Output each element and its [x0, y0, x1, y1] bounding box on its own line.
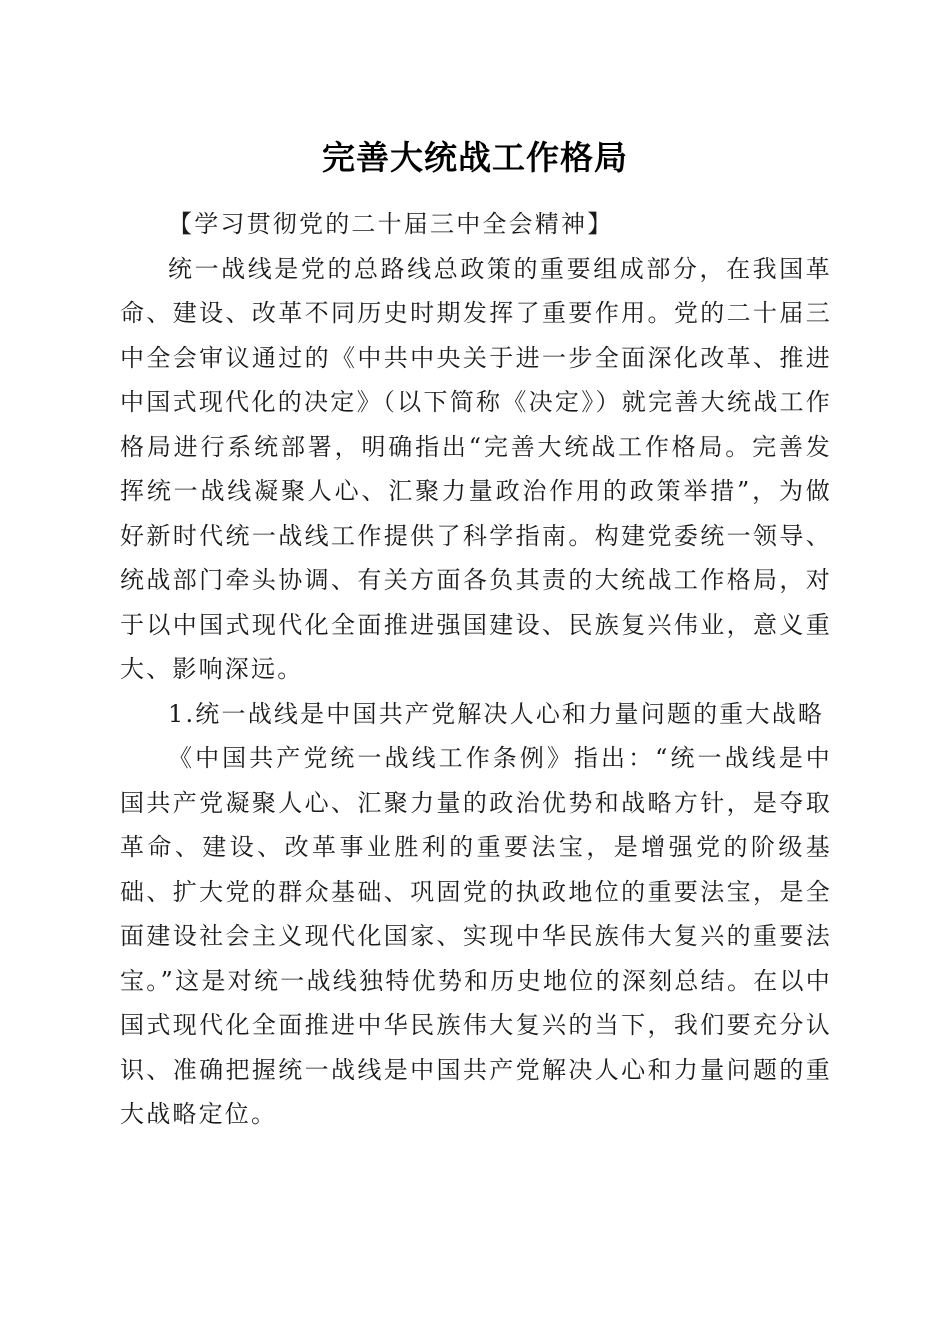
body-paragraph: 《中国共产党统一战线工作条例》指出：“统一战线是中国共产党凝聚人心、汇聚力量的政治优势和战略方针，是夺取革命、建设、改革事业胜利的重要法宝，是增强党的阶级基础、扩大党的群众基础、巩固党的执政地位的重要法宝，是全面建设社会主义现代化国家、实现中华民族伟大复兴的重要法宝。”这是对统一战线独特优势和历史地位的深刻总结。在以中国式现代化全面推进中华民族伟大复兴的当下，我们要充分认识、准确把握统一战线是中国共产党解决人心和力量问题的重大战略定位。: [120, 744, 832, 1128]
body-paragraph: 统一战线是党的总路线总政策的重要组成部分，在我国革命、建设、改革不同历史时期发挥了重要作用。党的二十届三中全会审议通过的《中共中央关于进一步全面深化改革、推进中国式现代化的决定》（以下简称《决定》）就完善大统战工作格局进行系统部署，明确指出“完善大统战工作格局。完善发挥统一战线凝聚人心、汇聚力量政治作用的政策举措”，为做好新时代统一战线工作提供了科学指南。构建党委统一领导、统战部门牵头协调、有关方面各负其责的大统战工作格局，对于以中国式现代化全面推进强国建设、民族复兴伟业，意义重大、影响深远。: [120, 254, 832, 683]
section-heading: 1.统一战线是中国共产党解决人心和力量问题的重大战略: [168, 699, 825, 728]
document-title: 完善大统战工作格局: [322, 138, 628, 177]
document-body: [120, 202, 832, 1137]
subtitle-paragraph: 【学习贯彻党的二十届三中全会精神】: [168, 210, 614, 238]
